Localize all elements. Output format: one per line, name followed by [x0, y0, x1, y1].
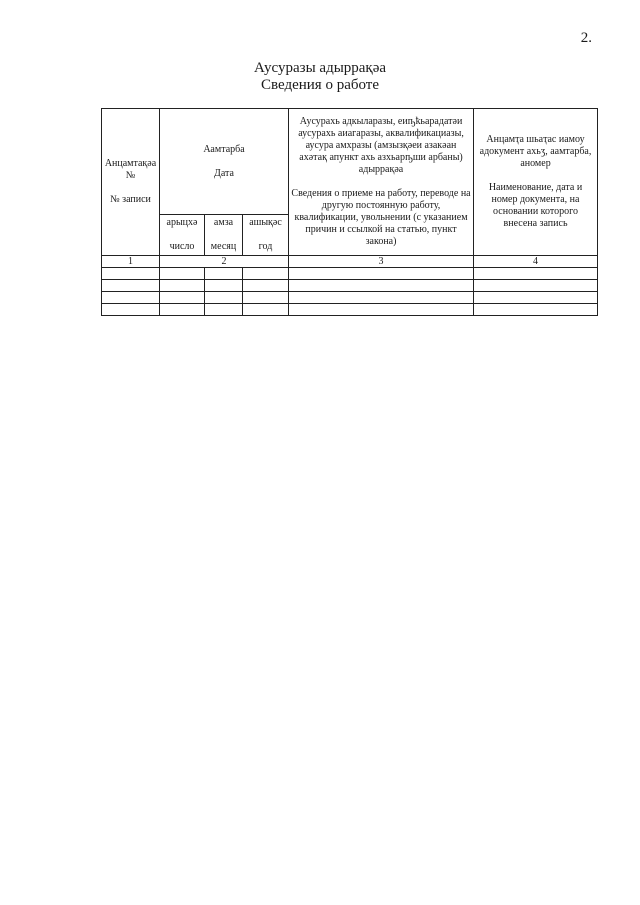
header-record-number-abkhaz: Анцамтақәа [104, 158, 157, 169]
document-cell[interactable] [474, 268, 598, 280]
header-day-abkhaz: арыцхә [166, 217, 198, 229]
title-abkhaz: Аусуразы адыррақәа [253, 60, 387, 76]
day-cell[interactable] [160, 280, 205, 292]
header-year-russian: год [258, 241, 273, 253]
work-info-cell[interactable] [289, 292, 474, 304]
document-cell[interactable] [474, 304, 598, 316]
header-record-number [102, 109, 160, 256]
header-year-abkhaz: ашықәс [249, 217, 282, 229]
day-cell[interactable] [160, 304, 205, 316]
header-date-abkhaz: Аамтарба [203, 143, 245, 155]
table-row [102, 304, 598, 316]
header-document [474, 109, 598, 256]
column-number-1: 1 [102, 256, 160, 268]
work-info-cell[interactable] [289, 304, 474, 316]
record-number-cell[interactable] [102, 268, 160, 280]
work-info-cell[interactable] [289, 280, 474, 292]
month-cell[interactable] [205, 268, 243, 280]
header-record-number-sign: № [125, 170, 136, 181]
year-cell[interactable] [243, 280, 289, 292]
record-number-cell[interactable] [102, 280, 160, 292]
header-date-russian: Дата [214, 167, 234, 179]
column-number-3: 3 [289, 256, 474, 268]
year-cell[interactable] [243, 304, 289, 316]
column-number-2: 2 [160, 256, 289, 268]
header-year [243, 215, 289, 256]
header-date [160, 109, 289, 215]
header-document-abkhaz: Анцамҭа шьаҭас иамоу адокумент ахьӡ, аамтарба, аномер [479, 134, 592, 169]
year-cell[interactable] [243, 292, 289, 304]
document-cell[interactable] [474, 280, 598, 292]
column-numbers-row [102, 256, 598, 268]
header-work-info-abkhaz: Аусурахь адкыларазы, еиҧҟьарадатәи аусурахь аиагаразы, аквалификациазы, аусура амхразы (амзызқәеи азакәан ахәтақ апункт ахь азхьарҧши арбаны) адыррақәа [298, 116, 464, 175]
header-day-russian: число [169, 241, 195, 253]
record-number-cell[interactable] [102, 304, 160, 316]
table-row [102, 280, 598, 292]
year-cell[interactable] [243, 268, 289, 280]
record-number-cell[interactable] [102, 292, 160, 304]
page-number: 2. [580, 30, 592, 46]
month-cell[interactable] [205, 280, 243, 292]
table-row [102, 268, 598, 280]
header-work-info [289, 109, 474, 256]
document-cell[interactable] [474, 292, 598, 304]
work-info-cell[interactable] [289, 268, 474, 280]
header-month-abkhaz: амза [213, 217, 234, 229]
day-cell[interactable] [160, 292, 205, 304]
header-month-russian: месяц [210, 241, 237, 253]
header-day [160, 215, 205, 256]
column-number-4: 4 [474, 256, 598, 268]
header-month [205, 215, 243, 256]
header-record-number-russian: № записи [110, 194, 151, 205]
month-cell[interactable] [205, 304, 243, 316]
work-records-table [101, 108, 598, 316]
title-russian: Сведения о работе [260, 77, 379, 93]
month-cell[interactable] [205, 292, 243, 304]
header-document-russian: Наименование, дата и номер документа, на основании которого внесена запись [488, 182, 583, 229]
day-cell[interactable] [160, 268, 205, 280]
page-title [0, 60, 640, 94]
table-row [102, 292, 598, 304]
header-work-info-russian: Сведения о приеме на работу, переводе на другую постоянную работу, квалификации, увольнении (с указанием причин и ссылкой на статью, пункт закона) [291, 188, 471, 247]
